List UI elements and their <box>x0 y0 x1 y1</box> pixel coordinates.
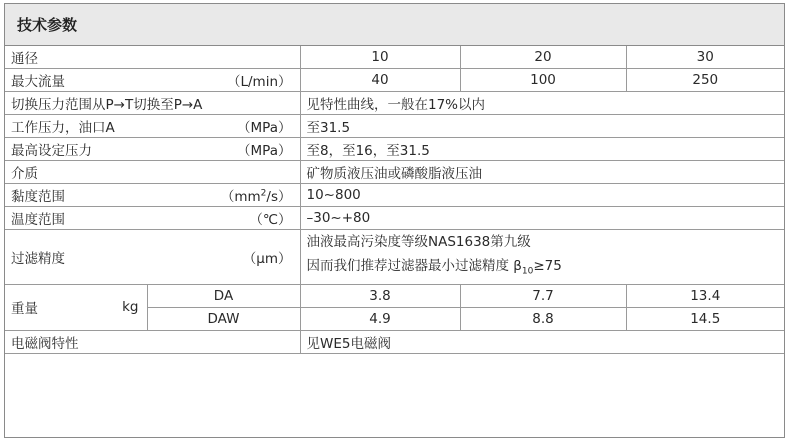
row-label-flow <box>5 69 300 92</box>
table-row <box>5 46 784 69</box>
unit-text: （℃） <box>249 212 292 228</box>
value-cell: 30 <box>626 46 784 69</box>
filtration-line-1: 油液最高污染度等级NAS1638第九级 <box>306 234 531 250</box>
value-cell: 40 <box>300 69 460 92</box>
unit-text: $(mm^2/s)$ <box>220 188 292 205</box>
value-cell: 10~800 <box>300 184 784 207</box>
table-row <box>5 92 784 115</box>
label-text: 黏度范围 <box>11 189 65 205</box>
table-row <box>5 115 784 138</box>
weight-type-da: DA <box>147 284 300 307</box>
value-cell: 矿物质液压油或磷酸脂液压油 <box>300 161 784 184</box>
unit-text: （MPa） <box>237 120 292 136</box>
label-text: 过滤精度 <box>11 250 65 267</box>
label-text: 重量 <box>11 301 38 318</box>
blank-footer <box>5 354 784 384</box>
table-row <box>5 284 784 307</box>
value-cell: 100 <box>460 69 626 92</box>
value-cell: 20 <box>460 46 626 69</box>
value-cell: 4.9 <box>300 307 460 330</box>
label-text: 最高设定压力 <box>11 143 92 159</box>
row-label-medium: 介质 <box>5 161 300 184</box>
value-cell <box>300 230 784 285</box>
row-label-switch-pressure: 切换压力范围从P→T切换至P→A <box>5 92 300 115</box>
filtration-line-2: 因而我们推荐过滤器最小过滤精度 $\beta_{10}\ge 75$ <box>306 258 562 277</box>
weight-type-daw: DAW <box>147 307 300 330</box>
value-cell: 8.8 <box>460 307 626 330</box>
value-cell: 250 <box>626 69 784 92</box>
table-row <box>5 161 784 184</box>
row-label-filtration <box>5 230 300 285</box>
value-cell: 14.5 <box>626 307 784 330</box>
table-row <box>5 207 784 230</box>
table-row <box>5 69 784 92</box>
label-text: 温度范围 <box>11 212 65 228</box>
row-label-temperature <box>5 207 300 230</box>
value-cell: 至31.5 <box>300 115 784 138</box>
row-label-size: 通径 <box>5 46 300 69</box>
value-cell: 见特性曲线，一般在17%以内 <box>300 92 784 115</box>
unit-text: （MPa） <box>237 143 292 159</box>
value-cell: 13.4 <box>626 284 784 307</box>
row-label-viscosity <box>5 184 300 207</box>
value-cell: 7.7 <box>460 284 626 307</box>
row-label-solenoid: 电磁阀特性 <box>5 330 300 353</box>
spec-table <box>5 46 784 354</box>
value-cell: 至8，至16，至31.5 <box>300 138 784 161</box>
table-row <box>5 230 784 285</box>
value-cell: –30~+80 <box>300 207 784 230</box>
table-row <box>5 330 784 353</box>
row-label-work-pressure <box>5 115 300 138</box>
value-cell: 见WE5电磁阀 <box>300 330 784 353</box>
label-text: 工作压力，油口A <box>11 120 115 136</box>
value-cell: 10 <box>300 46 460 69</box>
section-title: 技术参数 <box>5 4 784 46</box>
value-cell: 3.8 <box>300 284 460 307</box>
unit-text: （μm） <box>242 250 292 267</box>
table-row <box>5 184 784 207</box>
unit-text: （L/min） <box>226 74 292 90</box>
spec-sheet <box>4 3 785 438</box>
table-row <box>5 138 784 161</box>
row-label-weight <box>5 284 147 330</box>
label-text: 最大流量 <box>11 74 65 90</box>
row-label-max-set-pressure <box>5 138 300 161</box>
unit-text: kg <box>122 299 139 316</box>
